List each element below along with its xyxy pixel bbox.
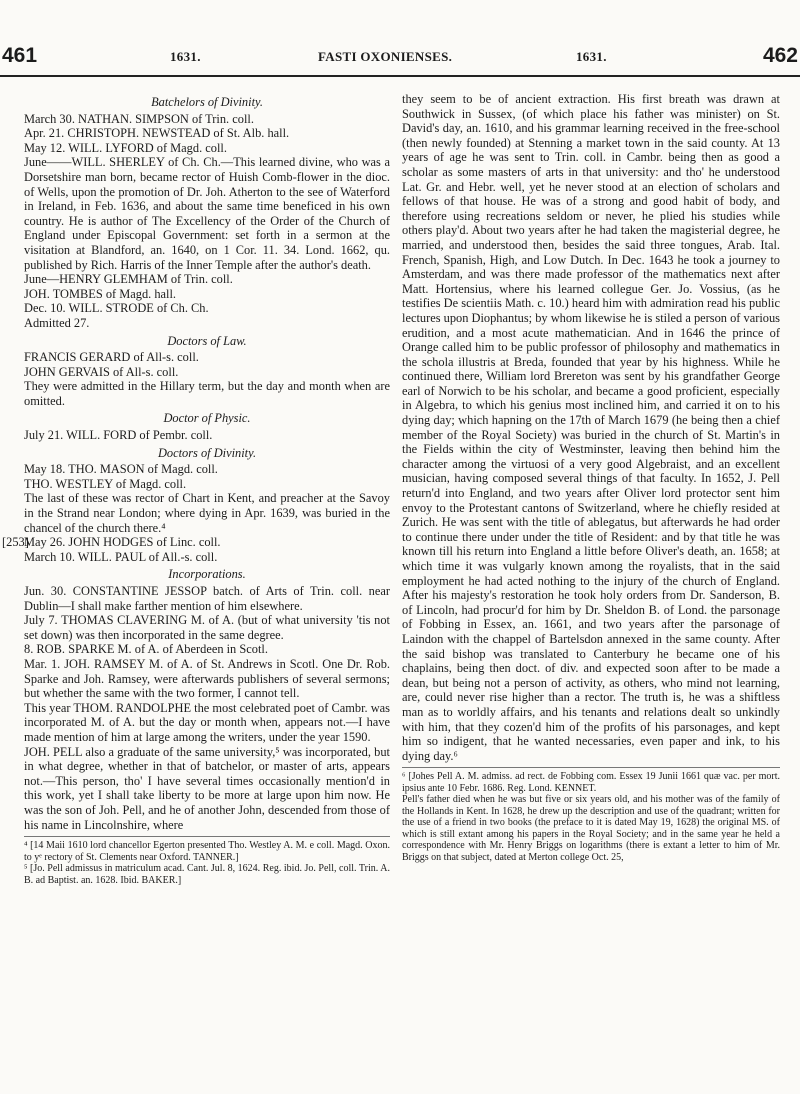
register-entry: May 12. WILL. LYFORD of Magd. coll.	[24, 140, 227, 155]
section-heading: Doctors of Law.	[167, 333, 247, 348]
running-header	[0, 44, 800, 80]
register-entry: This year THOM. RANDOLPHE the most celebrated poet of Cambr. was incorporated M. of A. but the day or month when, appears not.—I have made mention of him at large among the writers, under the year 1590.	[24, 700, 390, 744]
register-entry: March 10. WILL. PAUL of All.-s. coll.	[24, 549, 218, 564]
register-entry: Admitted 27.	[24, 315, 90, 330]
left-column	[2, 92, 390, 886]
register-entry: Mar. 1. JOH. RAMSEY M. of A. of St. Andrews in Scotl. One Dr. Rob. Sparke and Joh. Ramsey, were afterwards publishers of several sermons; but whether the same with the two former, I cannot tell.	[24, 656, 390, 701]
right-column	[402, 92, 780, 863]
page-number-right: 462	[762, 44, 798, 67]
footnote: Pell's father died when he was but five or six years old, and his mother was of the family of the Hollands in Kent. In 1628, he drew up the description and use of the quadrant; written for the use of a friend in two books (the preface to it is dated May 19, 1628) the original MS. of which is still extant among his papers in the Royal Society; and in the same year he held a correspondence with Mr. Henry Briggs on logarithms (there is extant a letter to him of Mr. Briggs on that subject, dated at Merton college Oct. 25,	[402, 794, 780, 863]
register-entry: JOH. TOMBES of Magd. hall.	[24, 286, 177, 301]
register-entry: THO. WESTLEY of Magd. coll.	[24, 476, 187, 491]
section-heading: Incorporations.	[168, 567, 246, 582]
left-footnotes	[24, 836, 390, 886]
footnote: ⁴ [14 Maii 1610 lord chancellor Egerton presented Tho. Westley A. M. e coll. Magd. Oxon. to yᵉ rectory of St. Clements near Oxford. TANNER.]	[24, 840, 390, 863]
header-rule	[0, 75, 800, 77]
register-entry: March 30. NATHAN. SIMPSON of Trin. coll.	[24, 111, 254, 126]
register-entry: JOH. PELL also a graduate of the same university,⁵ was incorporated, but in what degree, whether in that of batchelor, or master of arts, appears not.—This person, tho' I have several times occasionally mention'd in this work, yet I shall take liberty to be more at large upon him now. He was the son of Joh. Pell, and he of another John, descended from those of his name in Lincolnshire, where	[24, 744, 390, 832]
header-year-left: 1631.	[170, 49, 201, 64]
register-entry: June—HENRY GLEMHAM of Trin. coll.	[24, 272, 233, 287]
register-entry: The last of these was rector of Chart in Kent, and preacher at the Savoy in the Strand near London; where dying in Apr. 1639, was buried in the chancel of the church there.⁴	[24, 491, 390, 535]
footnote: ⁶ [Johes Pell A. M. admiss. ad rect. de Fobbing com. Essex 19 Junii 1661 quæ vac. per mort. ipsius ante 10 Febr. 1686. Reg. Lond. KENNET.	[402, 771, 780, 794]
right-footnotes	[402, 767, 780, 863]
page-number-left: 461	[2, 44, 38, 67]
footnote: ⁵ [Jo. Pell admissus in matriculum acad. Cant. Jul. 8, 1624. Reg. ibid. Jo. Pell, coll. Trin. A. B. ad Baptist. an. 1628. Ibid. BAKER.]	[24, 863, 390, 886]
register-entry: FRANCIS GERARD of All-s. coll.	[24, 350, 199, 365]
register-entry: May 18. THO. MASON of Magd. coll.	[24, 462, 218, 477]
register-entry: July 7. THOMAS CLAVERING M. of A. (but of what university 'tis not set down) was then incorporated in the same degree.	[24, 613, 390, 642]
header-year-right: 1631.	[576, 49, 607, 64]
register-entry: Apr. 21. CHRISTOPH. NEWSTEAD of St. Alb. hall.	[24, 126, 290, 141]
register-entry: 8. ROB. SPARKE M. of A. of Aberdeen in Scotl.	[24, 642, 268, 657]
register-entry: May 26. JOHN HODGES of Linc. coll.	[24, 535, 221, 550]
section-heading: Doctor of Physic.	[163, 411, 251, 426]
entry-wrapper	[2, 535, 390, 550]
section-heading: Doctors of Divinity.	[157, 445, 257, 460]
margin-page-ref: [253]	[2, 535, 29, 550]
header-title: FASTI OXONIENSES.	[318, 49, 453, 64]
section-heading: Batchelors of Divinity.	[151, 95, 263, 109]
right-column-text: they seem to be of ancient extraction. His first breath was drawn at Southwick in Sussex, (of which place his father was minister) on St. David's day, an. 1610, and his grammar learning received in the free-school (then newly founded) at Stenning a market town in the said county. At 13 years of age he was sent to Trin. coll. in Cambr. being then as good a scholar as some masters of arts in that university: and tho' he understood Lat. Gr. and Hebr. well, yet he never stood at an election of scholars and fellows of that house. He was of a strong and good habit of body, and therefore using recreations seldom or never, he plied his studies while others play'd. About two years after he had taken the magisterial degree, he married, and understood then, besides the said three tongues, Arab. Ital. French, Spanish, High, and Low Dutch. In Dec. 1643 he took a journey to Amsterdam, and was there made professor of the mathematics next after Matt. Hortensius, where his learned collegue Ger. Jo. Vossius, (as he testifies De scientiis Math. c. 10.) heard him with admiration read his public lectures upon Diophantus; by whom likewise he is stiled a person of various erudition, and a most acute mathematician. And in 1646 the prince of Orange called him to be public professor of philosophy and mathematics in the schola illustris at Breda, founded that year by his highness. While he continued there, William lord Brereton was sent by his grandfather George earl of Norwich to be his scholar, and became a good proficient, especially in Algebra, to which his genius most inclined him, and carried it on to his dying day; which hapning on the 17th of March 1679 (he being then a chief member of the Royal Society) was buried in the church of St. Martin's in the Fields within the city of Westminster, leaving then behind him the character among the virtuosi of a very good Algebraist, and an excellent musician, having composed several things of that faculty. In 1652, J. Pell return'd into England, and two years after Oliver lord protector sent him envoy to the Protestant cantons of Switzerland, where he chiefly resided at Zurich. He was sent with the title of ablegatus, but afterwards he had order to continue there under under the title of Resident: and by that title he was known till his return into England a little before Oliver's death, an. 1658; at which time it was vulgarly known among the royalists, that in the said employment he had acted nothing to the injury of the church of England. After his majesty's restoration he took holy orders from Dr. Sanderson, B. of Lincoln, had procur'd for him by Dr. Sheldon B. of Lond. the parsonage of Fobbing in Essex, an. 1661, and two years after the parsonage of Laindon with the chappel of Bartelsdon annexed in the same county. After the said bishop was translated to Canterbury he became one of his chaplains, being then doct. of div. and expected soon after to be made a dean, but being not a person of activity, as others, who mind not learning, are, could never rise higher than a rector. The truth is, he was a shiftless man as to worldly affairs, and his tenants and relations dealt so unkindly with him, that they cozen'd him of the profits of his parsonages, and kept him so indigent, that he wanted necessaries, even paper and ink, to his dying day.⁶	[402, 92, 780, 763]
register-entry: June——WILL. SHERLEY of Ch. Ch.—This learned divine, who was a Dorsetshire man born, became rector of Huish Comb-flower in the dioc. of Wells, upon the promotion of Dr. Joh. Atherton to the see of Waterford in Ireland, in Feb. 1636, and about the same time beneficed in his own country. He is author of The Excellency of the Order of the Church of England under Episcopal Government: set forth in a sermon at the visitation at Blandford, an. 1640, on 1 Cor. 11. 34. Lond. 1662, qu. published by Rich. Harris of the Inner Temple after the author's death.	[24, 155, 390, 272]
register-entry: Jun. 30. CONSTANTINE JESSOP batch. of Arts of Trin. coll. near Dublin—I shall make farther mention of him elsewhere.	[24, 584, 390, 613]
register-entry: Dec. 10. WILL. STRODE of Ch. Ch.	[24, 301, 209, 316]
register-entry: July 21. WILL. FORD of Pembr. coll.	[24, 428, 213, 443]
register-entry: They were admitted in the Hillary term, but the day and month when are omitted.	[24, 379, 390, 408]
register-entry: JOHN GERVAIS of All-s. coll.	[24, 364, 179, 379]
